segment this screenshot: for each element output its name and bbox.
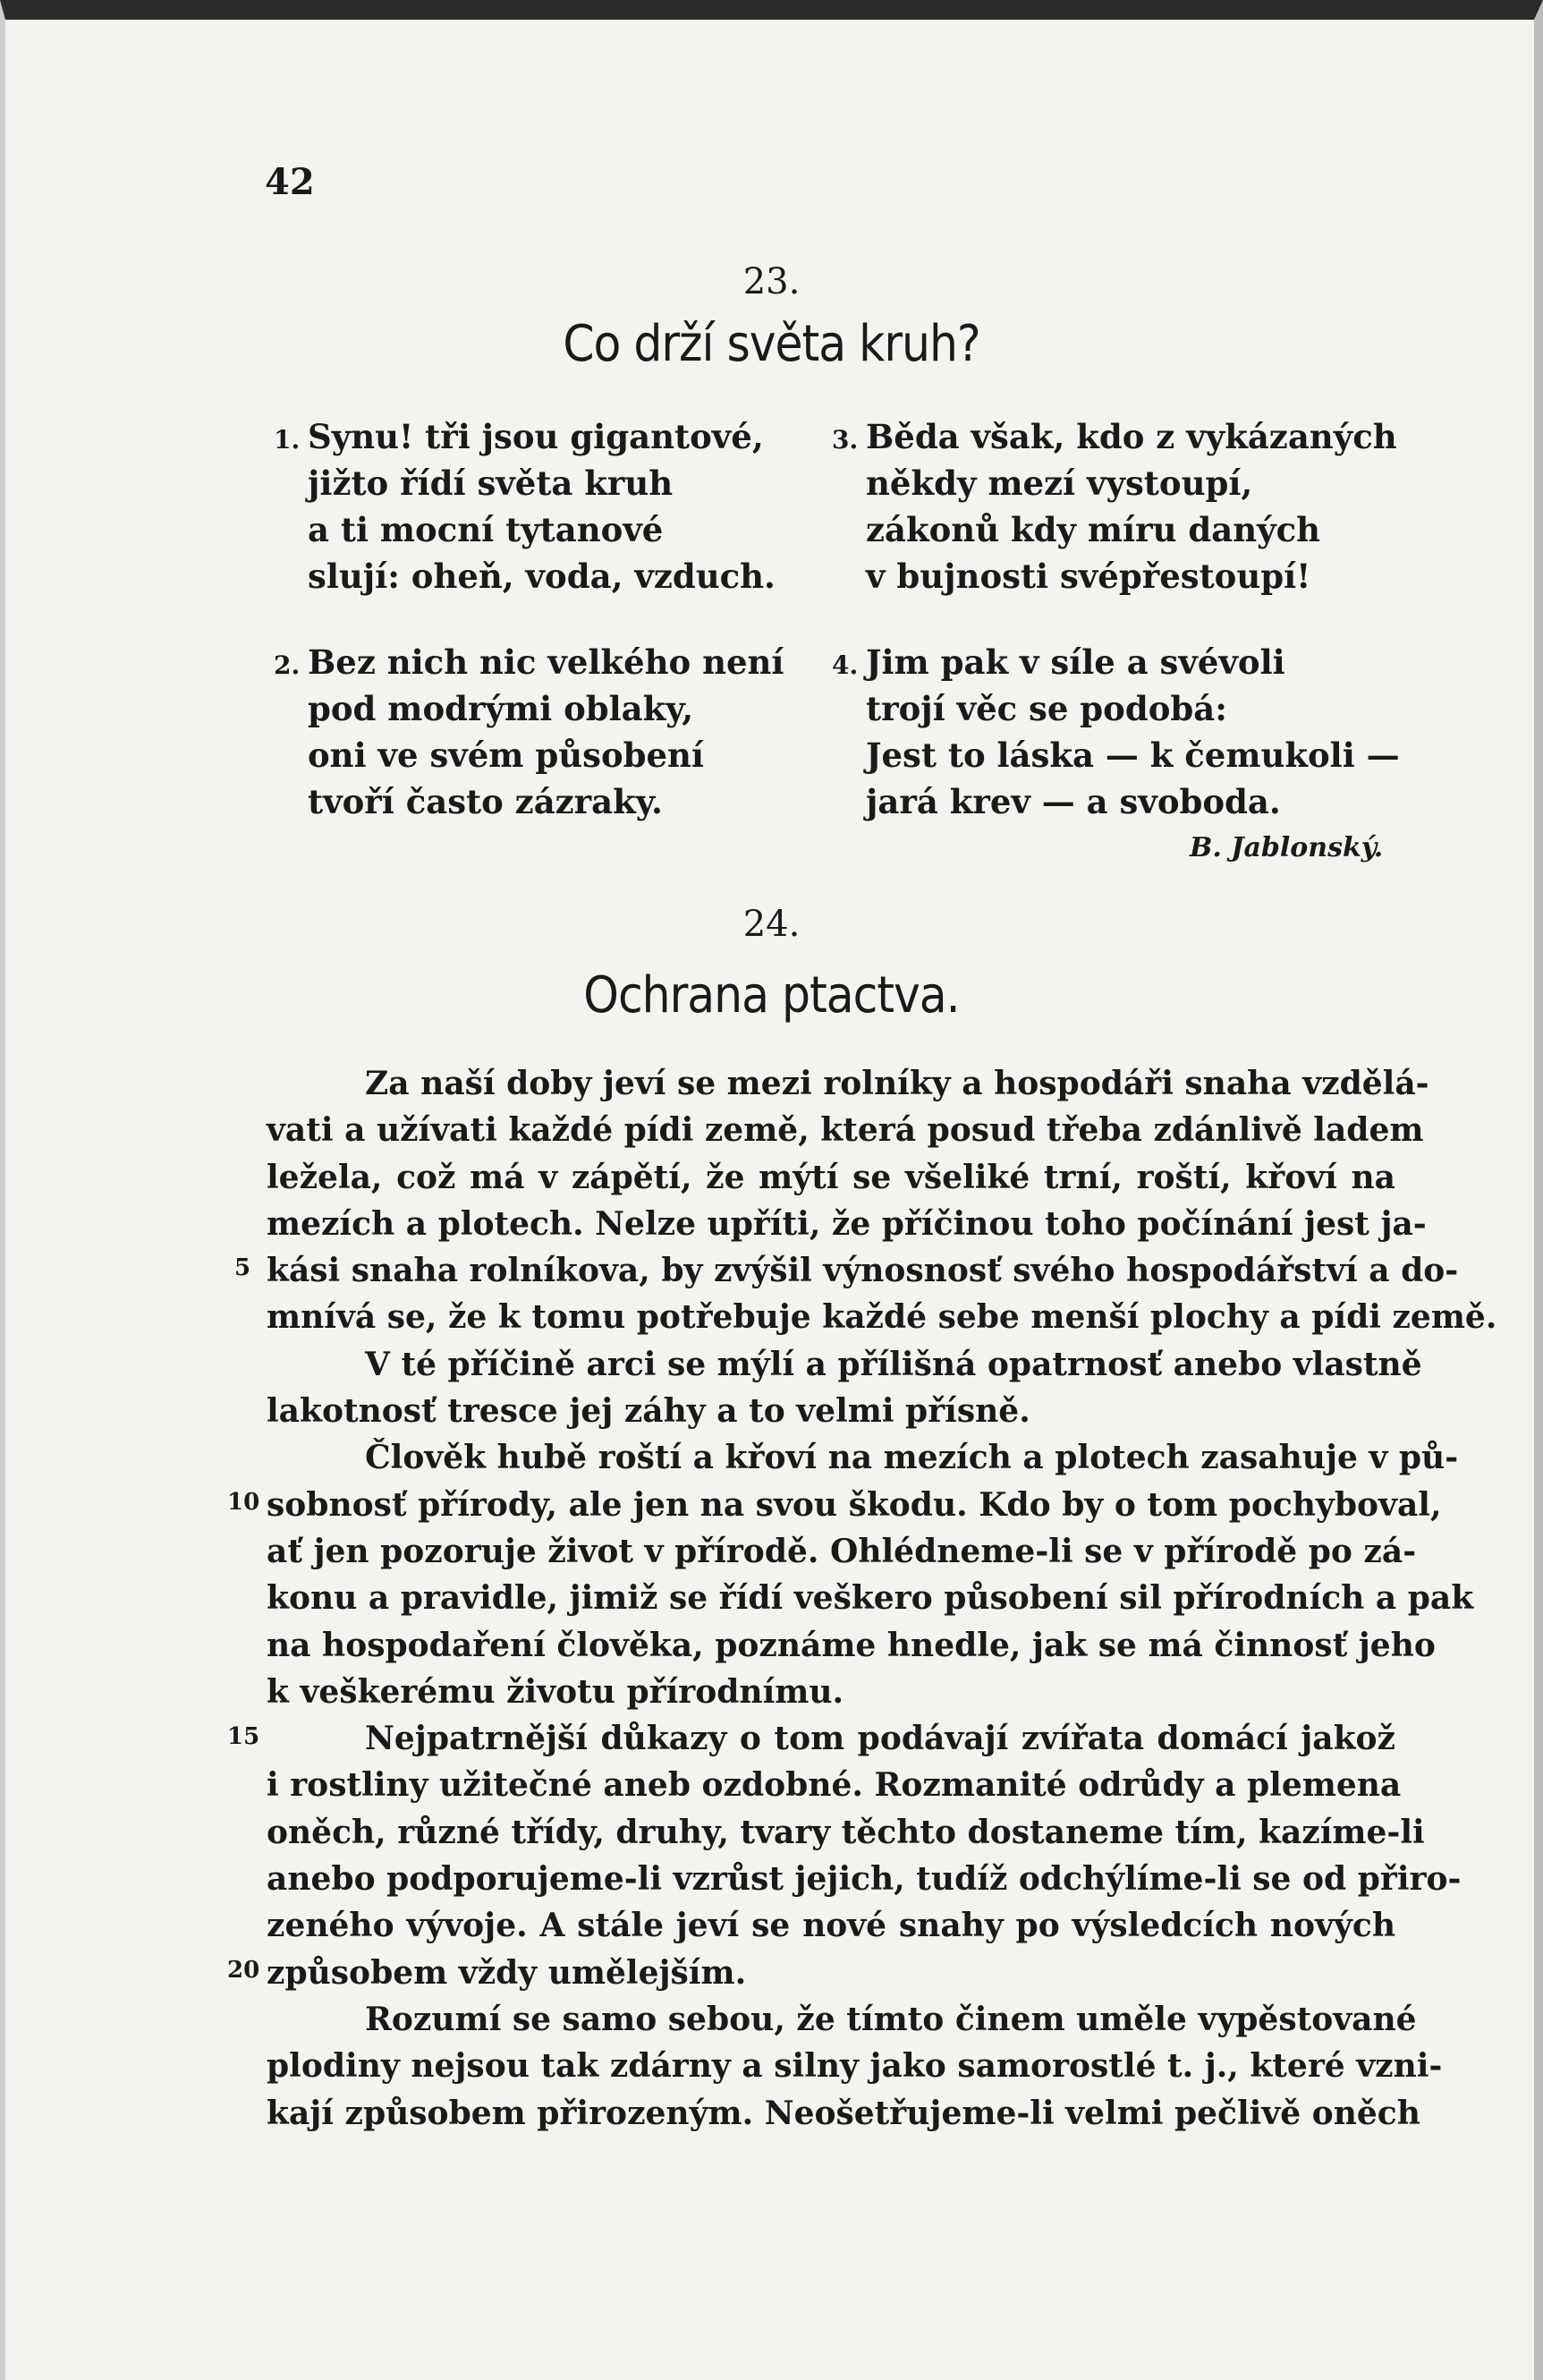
- text-line: oněch, různé třídy, druhy, tvary těchto dostaneme tím, kazíme-li: [267, 1813, 1425, 1851]
- verse-line: Běda však, kdo z vykázaných: [866, 417, 1397, 456]
- stanza-2: [274, 639, 784, 825]
- stanza-number: 2.: [274, 650, 301, 680]
- text-line: kási snaha rolníkova, by zvýšil výnosnosť svého hospodářství a do-: [267, 1252, 1459, 1290]
- verse-line: trojí věc se podobá:: [866, 689, 1227, 728]
- text-line: mezích a plotech. Nelze upříti, že příčinou toho počínání jest ja-: [267, 1204, 1427, 1243]
- text-line: konu a pravidle, jimiž se řídí veškero působení sil přírodních a pak: [267, 1579, 1474, 1618]
- stanza-4: [832, 639, 1400, 825]
- article-body: [267, 1060, 1497, 2137]
- text-line: ležela, což má v zápětí, že mýtí se všeliké trní, roští, křoví na: [267, 1158, 1395, 1196]
- text-line: Člověk hubě roští a křoví na mezích a plotech zasahuje v pů-: [365, 1439, 1459, 1477]
- text-line: V té příčině arci se mýlí a přílišná opatrnosť anebo vlastně: [365, 1345, 1422, 1383]
- stanza-number: 1.: [274, 425, 301, 455]
- text-line: mnívá se, že k tomu potřebuje každé sebe menší plochy a pídi země.: [267, 1298, 1497, 1337]
- page-number: 42: [265, 161, 315, 203]
- stanza-1: [274, 413, 776, 599]
- article-title: Ochrana ptactva.: [583, 966, 960, 1024]
- verse-line: někdy mezí vystoupí,: [866, 463, 1253, 503]
- stanza-number: 4.: [832, 650, 859, 680]
- poem-author: B. Jablonský.: [1190, 832, 1384, 863]
- text-line: Nejpatrnější důkazy o tom podávají zvířata domácí jakož: [365, 1720, 1395, 1758]
- verse-line: Synu! tři jsou gigantové,: [308, 417, 764, 456]
- verse-line: Bez nich nic velkého není: [308, 642, 784, 682]
- text-line: plodiny nejsou tak zdárny a silny jako samorostlé t. j., které vzni-: [267, 2047, 1443, 2086]
- text-line: vati a užívati každé pídi země, která posud třeba zdánlivě ladem: [267, 1111, 1424, 1150]
- text-line: i rostliny užitečné aneb ozdobné. Rozmanité odrůdy a plemena: [267, 1766, 1402, 1805]
- poem-title: Co drží světa kruh?: [563, 315, 980, 373]
- line-number-20: 20: [227, 1957, 260, 1984]
- text-line: Za naší doby jeví se mezi rolníky a hospodáři snaha vzdělá-: [365, 1065, 1429, 1102]
- text-line: lakotnosť tresce jej záhy a to velmi přísně.: [267, 1392, 1030, 1431]
- verse-line: pod modrými oblaky,: [308, 689, 694, 728]
- stanza-3: [832, 413, 1397, 599]
- verse-line: Jim pak v síle a svévoli: [866, 642, 1285, 682]
- text-line: zeného vývoje. A stále jeví se nové snahy po výsledcích nových: [267, 1907, 1395, 1945]
- verse-line: v bujnosti svépřestoupí!: [866, 557, 1311, 596]
- stanza-number: 3.: [832, 425, 859, 455]
- text-line: k veškerému životu přírodnímu.: [267, 1672, 844, 1711]
- text-line: Rozumí se samo sebou, že tímto činem uměle vypěstované: [365, 2000, 1417, 2038]
- verse-line: jará krev — a svoboda.: [866, 782, 1281, 821]
- text-line: ať jen pozoruje život v přírodě. Ohlédneme-li se v přírodě po zá-: [267, 1532, 1417, 1570]
- verse-line: slují: oheň, voda, vzduch.: [308, 557, 776, 596]
- line-number-15: 15: [227, 1723, 260, 1750]
- verse-line: a ti mocní tytanové: [308, 510, 664, 549]
- verse-line: zákonů kdy míru daných: [866, 510, 1321, 549]
- text-line: kají způsobem přirozeným. Neošetřujeme-li velmi pečlivě oněch: [267, 2094, 1420, 2132]
- verse-line: Jest to láska — k čemukoli —: [866, 735, 1400, 775]
- text-line: anebo podporujeme-li vzrůst jejich, tudíž odchýlíme-li se od přiro-: [267, 1860, 1462, 1899]
- text-line: způsobem vždy umělejším.: [267, 1953, 747, 1992]
- poem-number: 23.: [742, 261, 801, 302]
- text-line: sobnosť přírody, ale jen na svou škodu. Kdo by o tom pochyboval,: [267, 1485, 1442, 1524]
- verse-line: jižto řídí světa kruh: [308, 463, 674, 503]
- verse-line: oni ve svém působení: [308, 735, 704, 775]
- verse-line: tvoří často zázraky.: [308, 782, 663, 821]
- line-number-10: 10: [227, 1489, 260, 1516]
- line-number-5: 5: [234, 1254, 251, 1281]
- article-number: 24.: [742, 904, 801, 945]
- text-line: na hospodaření člověka, poznáme hnedle, jak se má činnosť jeho: [267, 1626, 1436, 1664]
